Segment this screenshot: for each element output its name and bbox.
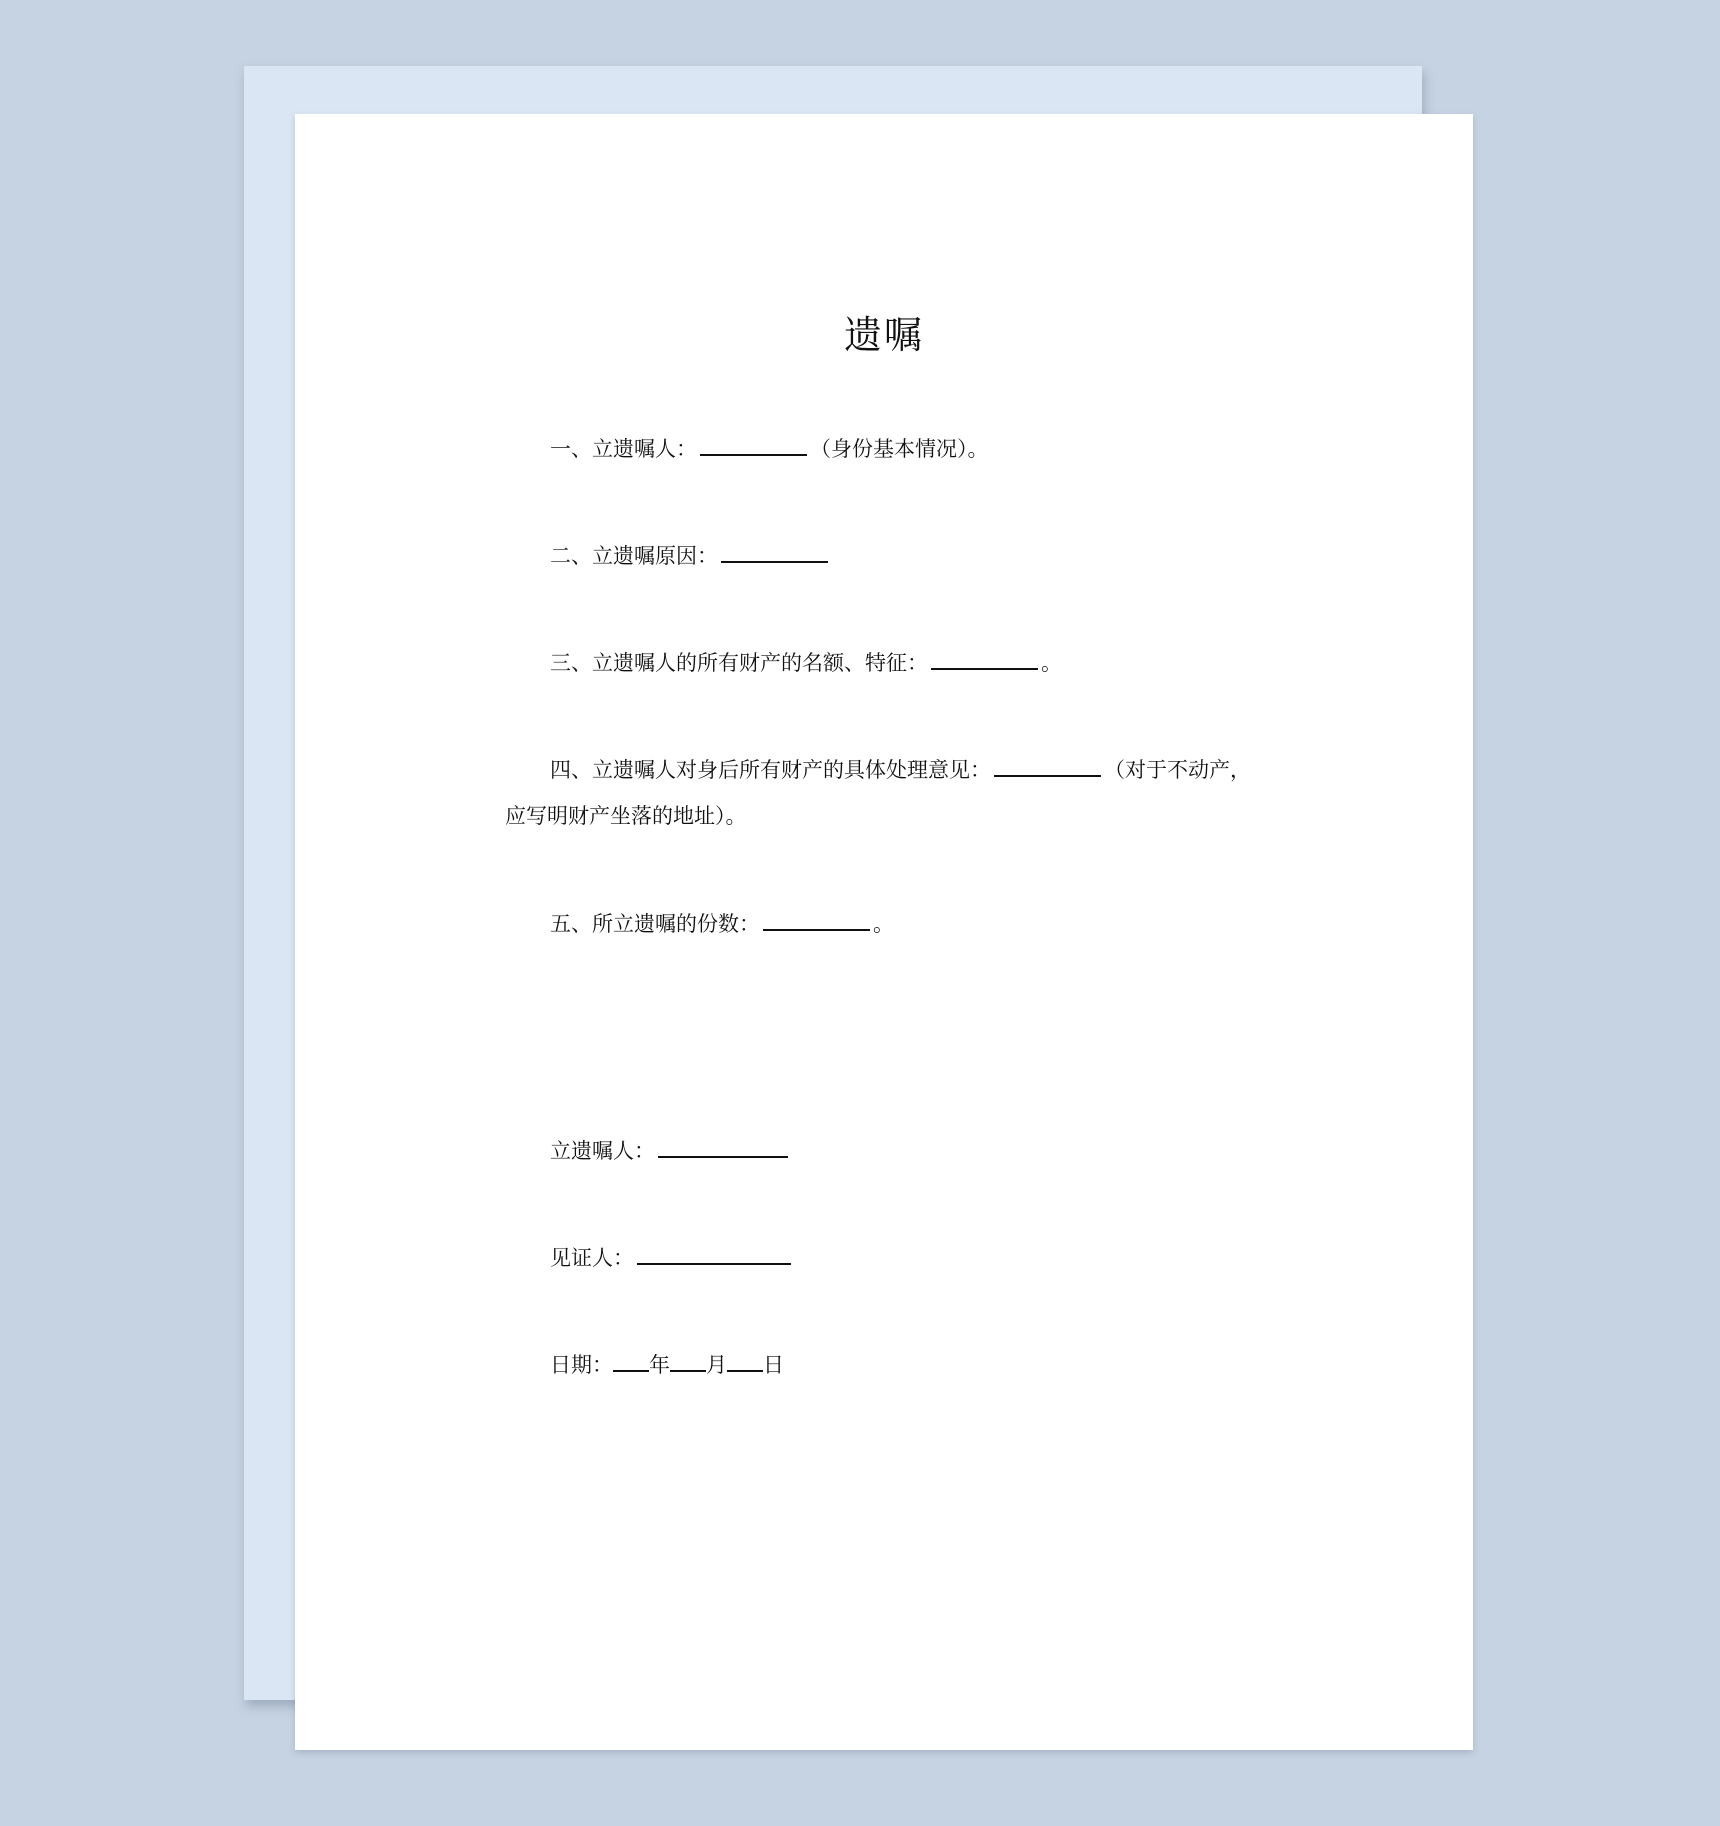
witness-signature-line [550,1243,794,1273]
month-label: 月 [706,1353,727,1377]
testator-identity-blank[interactable] [700,434,807,456]
clause-4-suffix: （对于不动产， [1104,758,1251,782]
clause-3 [550,648,1062,678]
month-blank[interactable] [670,1350,706,1372]
day-blank[interactable] [727,1350,763,1372]
testator-signature-blank[interactable] [658,1136,788,1158]
clause-2-label: 二、立遗嘱原因： [550,544,718,568]
testator-label: 立遗嘱人： [550,1139,655,1163]
clause-4 [550,755,1251,785]
testator-signature-line [550,1136,791,1166]
year-blank[interactable] [613,1350,649,1372]
clause-1-label: 一、立遗嘱人： [550,437,697,461]
reason-blank[interactable] [721,541,828,563]
day-label: 日 [763,1353,784,1377]
date-line [550,1350,784,1380]
clause-3-label: 三、立遗嘱人的所有财产的名额、特征： [550,651,928,675]
disposition-blank[interactable] [994,755,1101,777]
year-label: 年 [649,1353,670,1377]
document-page [295,114,1473,1750]
witness-signature-blank[interactable] [637,1243,791,1265]
clause-5 [550,909,894,939]
clause-3-suffix: 。 [1041,651,1062,675]
clause-5-label: 五、所立遗嘱的份数： [550,912,760,936]
date-label: 日期： [550,1353,613,1377]
clause-2 [550,541,831,571]
clause-1 [550,434,989,464]
clause-5-suffix: 。 [873,912,894,936]
property-blank[interactable] [931,648,1038,670]
copies-blank[interactable] [763,909,870,931]
witness-label: 见证人： [550,1246,634,1270]
clause-4-label: 四、立遗嘱人对身后所有财产的具体处理意见： [550,758,991,782]
clause-1-suffix: （身份基本情况）。 [810,437,989,461]
clause-4-continuation: 应写明财产坐落的地址）。 [505,804,747,828]
document-title: 遗嘱 [843,313,924,357]
